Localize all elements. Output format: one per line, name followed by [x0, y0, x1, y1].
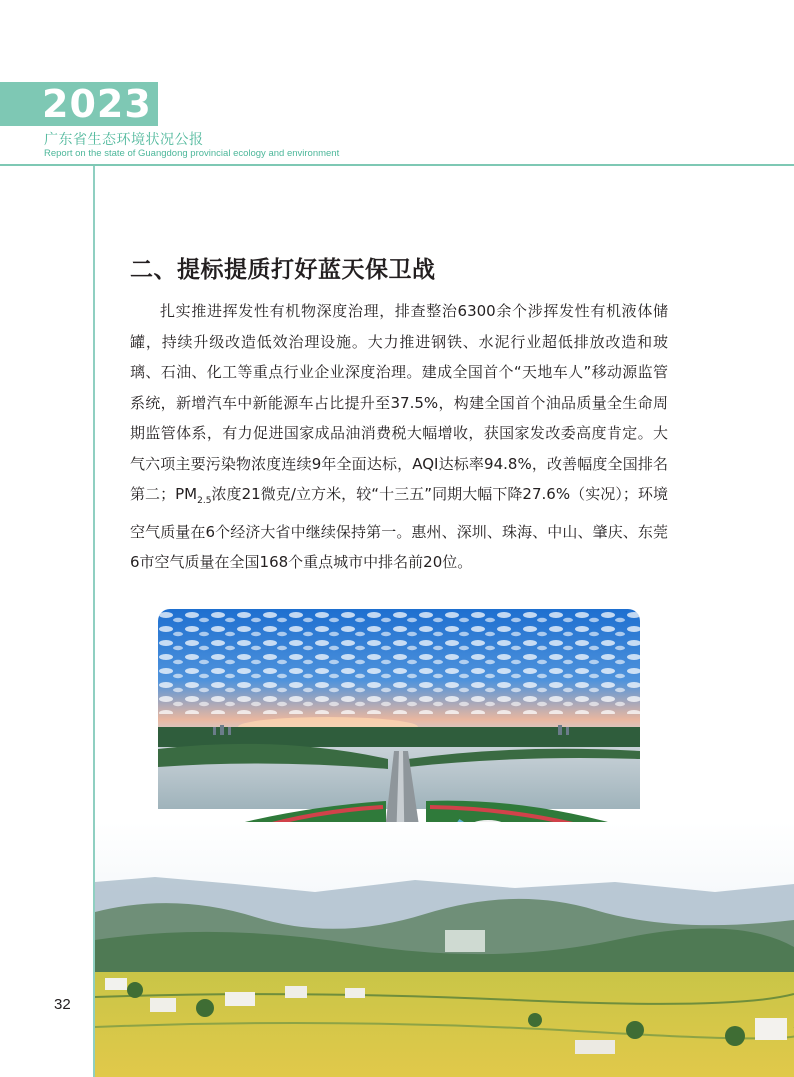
report-title-en: Report on the state of Guangdong provincial ecology and environment: [44, 148, 340, 159]
body-paragraph: [130, 296, 668, 578]
section-title: 二、提标提质打好蓝天保卫战: [130, 256, 436, 284]
body-part2: 浓度21微克/立方米，较“十三五”同期大幅下降27.6%（实况）；环境空气质量在6个经济大省中继续保持第一。惠州、深圳、珠海、中山、肇庆、东莞6市空气质量在全国168个重点城市中排名前20位。: [130, 485, 668, 571]
body-part1: 扎实推进挥发性有机物深度治理，排查整治6300余个涉挥发性有机液体储罐，持续升级改造低效治理设施。大力推进钢铁、水泥行业超低排放改造和玻璃、石油、化工等重点行业企业深度治理。建成全国首个“天地车人”移动源监管系统，新增汽车中新能源车占比提升至37.5%，构建全国首个油品质量全生命周期监管体系，有力促进国家成品油消费税大幅增收，获国家发改委高度肯定。大气六项主要污染物浓度连续9年全面达标，AQI达标率94.8%，改善幅度全国排名第二；PM: [130, 302, 668, 503]
report-title-cn: 广东省生态环境状况公报: [44, 132, 204, 148]
year-badge: 2023: [0, 82, 158, 126]
landscape-photo: [95, 822, 794, 1077]
pm-subscript: 2.5: [197, 496, 212, 506]
body-text: [130, 296, 668, 578]
header-divider: [0, 164, 794, 166]
page-number: 32: [54, 996, 71, 1013]
